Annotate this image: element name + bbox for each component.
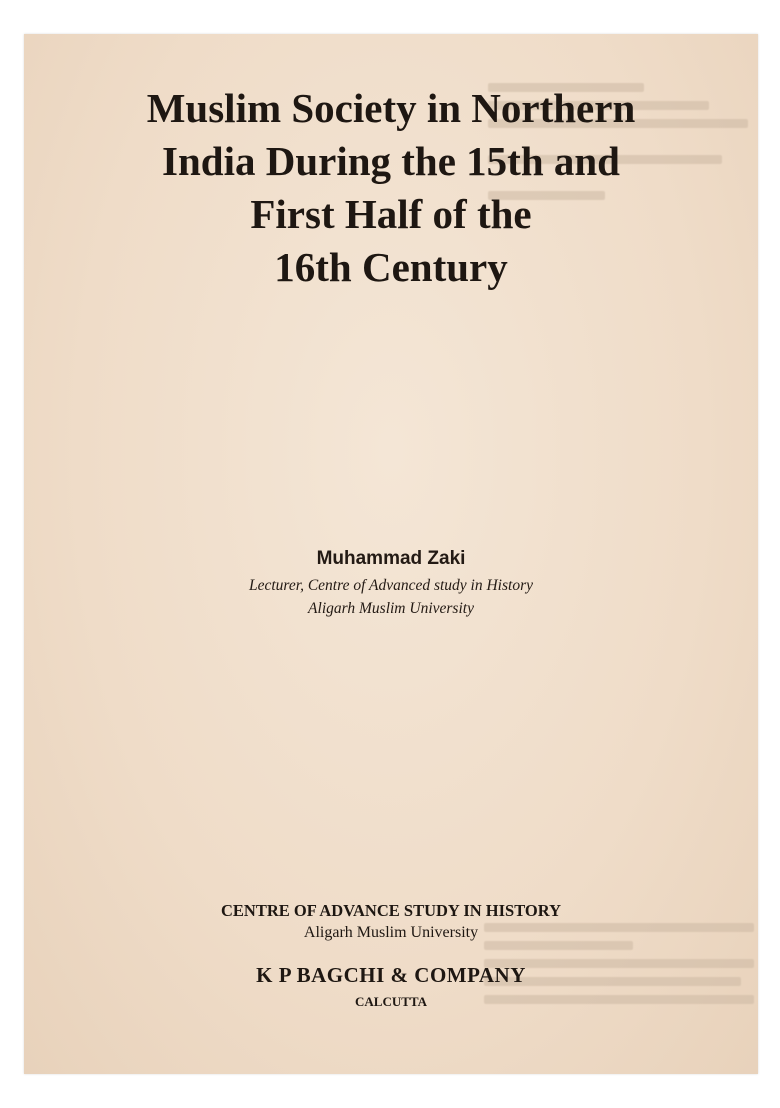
book-title-line: 16th Century xyxy=(274,244,508,290)
publisher-centre: CENTRE OF ADVANCE STUDY IN HISTORY xyxy=(220,901,562,920)
publisher-city: CALCUTTA xyxy=(355,994,427,1009)
author-position: Lecturer, Centre of Advanced study in History xyxy=(249,577,533,594)
book-title-line: Muslim Society in Northern xyxy=(146,85,636,131)
author-institution: Aligarh Muslim University xyxy=(308,600,474,617)
book-title-line: First Half of the xyxy=(250,191,532,237)
book-title-line: India During the 15th and xyxy=(162,138,620,184)
author-block xyxy=(24,544,758,620)
publisher-company: K P BAGCHI & COMPANY xyxy=(256,963,526,987)
title-page xyxy=(24,34,758,1074)
publisher-block xyxy=(24,899,758,1012)
book-title xyxy=(24,82,758,294)
publisher-university: Aligarh Muslim University xyxy=(303,924,479,941)
author-name: Muhammad Zaki xyxy=(316,548,466,569)
